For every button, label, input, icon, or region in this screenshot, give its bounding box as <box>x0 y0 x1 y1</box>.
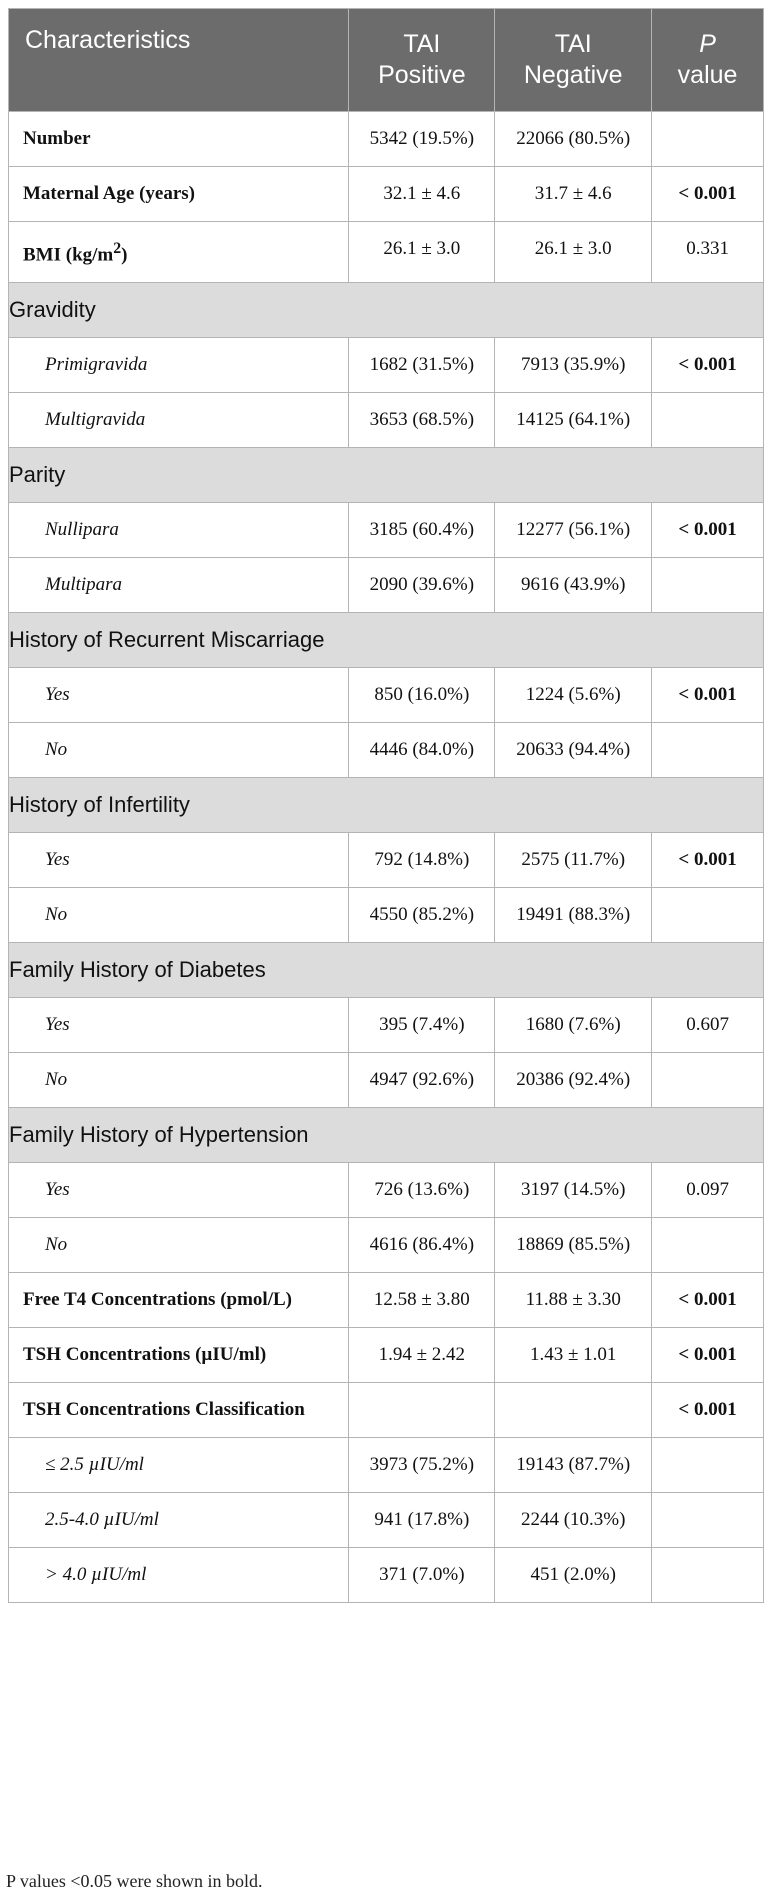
characteristics-table <box>8 8 764 1603</box>
cell-tai-negative: 20633 (94.4%) <box>495 723 652 778</box>
cell-tai-negative: 1224 (5.6%) <box>495 668 652 723</box>
cell-p-value <box>652 1053 764 1108</box>
cell-p-value: < 0.001 <box>652 833 764 888</box>
table-row <box>9 1273 764 1328</box>
cell-tai-positive: 395 (7.4%) <box>349 998 495 1053</box>
section-row <box>9 1108 764 1163</box>
section-label: Family History of Diabetes <box>9 943 764 998</box>
cell-tai-positive: 2090 (39.6%) <box>349 558 495 613</box>
row-label: Multipara <box>9 558 349 613</box>
cell-p-value: < 0.001 <box>652 338 764 393</box>
row-label: No <box>9 1053 349 1108</box>
table-row <box>9 112 764 167</box>
table-row <box>9 338 764 393</box>
table-row <box>9 503 764 558</box>
section-label: Gravidity <box>9 283 764 338</box>
table-row <box>9 393 764 448</box>
section-row <box>9 943 764 998</box>
table-row <box>9 668 764 723</box>
table-row <box>9 1383 764 1438</box>
row-label: 2.5-4.0 µIU/ml <box>9 1493 349 1548</box>
table-footnote: P values <0.05 were shown in bold. <box>6 1871 263 1891</box>
cell-tai-negative: 1680 (7.6%) <box>495 998 652 1053</box>
cell-p-value: 0.097 <box>652 1163 764 1218</box>
cell-tai-positive: 792 (14.8%) <box>349 833 495 888</box>
cell-p-value: 0.607 <box>652 998 764 1053</box>
row-label: Free T4 Concentrations (pmol/L) <box>9 1273 349 1328</box>
cell-p-value: < 0.001 <box>652 503 764 558</box>
cell-p-value <box>652 558 764 613</box>
section-row <box>9 778 764 833</box>
cell-tai-positive: 4446 (84.0%) <box>349 723 495 778</box>
cell-p-value <box>652 112 764 167</box>
cell-tai-negative: 14125 (64.1%) <box>495 393 652 448</box>
cell-tai-positive: 4550 (85.2%) <box>349 888 495 943</box>
cell-tai-positive: 371 (7.0%) <box>349 1548 495 1603</box>
row-label: No <box>9 888 349 943</box>
row-label: ≤ 2.5 µIU/ml <box>9 1438 349 1493</box>
cell-tai-positive: 3653 (68.5%) <box>349 393 495 448</box>
cell-tai-positive: 1.94 ± 2.42 <box>349 1328 495 1383</box>
row-label: Yes <box>9 1163 349 1218</box>
cell-tai-positive: 3185 (60.4%) <box>349 503 495 558</box>
header-tai-negative: TAI Negative <box>495 9 652 112</box>
table-row <box>9 833 764 888</box>
table-row <box>9 1493 764 1548</box>
cell-tai-positive <box>349 1383 495 1438</box>
row-label: Primigravida <box>9 338 349 393</box>
row-label: Yes <box>9 833 349 888</box>
cell-p-value <box>652 1218 764 1273</box>
section-row <box>9 613 764 668</box>
header-tai-positive: TAI Positive <box>349 9 495 112</box>
table-header-row <box>9 9 764 112</box>
cell-tai-negative: 9616 (43.9%) <box>495 558 652 613</box>
row-label: Yes <box>9 668 349 723</box>
table-row <box>9 222 764 283</box>
cell-tai-positive: 32.1 ± 4.6 <box>349 167 495 222</box>
cell-tai-negative: 451 (2.0%) <box>495 1548 652 1603</box>
cell-tai-negative: 12277 (56.1%) <box>495 503 652 558</box>
cell-tai-negative: 20386 (92.4%) <box>495 1053 652 1108</box>
row-label: No <box>9 1218 349 1273</box>
table-row <box>9 1053 764 1108</box>
cell-tai-negative: 3197 (14.5%) <box>495 1163 652 1218</box>
cell-p-value: < 0.001 <box>652 167 764 222</box>
cell-tai-positive: 941 (17.8%) <box>349 1493 495 1548</box>
table-row <box>9 167 764 222</box>
cell-p-value: < 0.001 <box>652 1273 764 1328</box>
table-row <box>9 1163 764 1218</box>
table-row <box>9 1328 764 1383</box>
row-label: > 4.0 µIU/ml <box>9 1548 349 1603</box>
section-row <box>9 283 764 338</box>
cell-tai-negative: 19143 (87.7%) <box>495 1438 652 1493</box>
cell-tai-negative: 7913 (35.9%) <box>495 338 652 393</box>
cell-tai-positive: 12.58 ± 3.80 <box>349 1273 495 1328</box>
cell-p-value: < 0.001 <box>652 668 764 723</box>
table-row <box>9 558 764 613</box>
section-label: Parity <box>9 448 764 503</box>
table-row <box>9 1438 764 1493</box>
row-label: Yes <box>9 998 349 1053</box>
header-p-value: P value <box>652 9 764 112</box>
cell-tai-negative: 19491 (88.3%) <box>495 888 652 943</box>
row-label: TSH Concentrations Classification <box>9 1383 349 1438</box>
cell-p-value: 0.331 <box>652 222 764 283</box>
table-row <box>9 1548 764 1603</box>
table-row <box>9 723 764 778</box>
cell-tai-positive: 5342 (19.5%) <box>349 112 495 167</box>
table-row <box>9 998 764 1053</box>
cell-tai-positive: 26.1 ± 3.0 <box>349 222 495 283</box>
cell-p-value <box>652 888 764 943</box>
cell-tai-positive: 3973 (75.2%) <box>349 1438 495 1493</box>
cell-tai-negative: 11.88 ± 3.30 <box>495 1273 652 1328</box>
cell-p-value <box>652 393 764 448</box>
row-label: Nullipara <box>9 503 349 558</box>
cell-tai-negative <box>495 1383 652 1438</box>
section-label: History of Recurrent Miscarriage <box>9 613 764 668</box>
cell-p-value <box>652 1438 764 1493</box>
section-label: History of Infertility <box>9 778 764 833</box>
cell-tai-positive: 1682 (31.5%) <box>349 338 495 393</box>
row-label: BMI $(kg/m^2)$ <box>9 222 349 283</box>
header-characteristics: Characteristics <box>9 9 349 112</box>
section-row <box>9 448 764 503</box>
cell-p-value: < 0.001 <box>652 1328 764 1383</box>
table-row <box>9 1218 764 1273</box>
row-label: TSH Concentrations (µIU/ml) <box>9 1328 349 1383</box>
cell-p-value <box>652 1493 764 1548</box>
cell-tai-negative: 2244 (10.3%) <box>495 1493 652 1548</box>
table-row <box>9 888 764 943</box>
cell-tai-negative: 1.43 ± 1.01 <box>495 1328 652 1383</box>
cell-tai-negative: 18869 (85.5%) <box>495 1218 652 1273</box>
row-label: Number <box>9 112 349 167</box>
row-label: Maternal Age (years) <box>9 167 349 222</box>
cell-p-value <box>652 723 764 778</box>
cell-tai-positive: 726 (13.6%) <box>349 1163 495 1218</box>
cell-tai-positive: 4616 (86.4%) <box>349 1218 495 1273</box>
cell-p-value: < 0.001 <box>652 1383 764 1438</box>
row-label: No <box>9 723 349 778</box>
cell-p-value <box>652 1548 764 1603</box>
section-label: Family History of Hypertension <box>9 1108 764 1163</box>
cell-tai-negative: 31.7 ± 4.6 <box>495 167 652 222</box>
cell-tai-negative: 2575 (11.7%) <box>495 833 652 888</box>
cell-tai-positive: 850 (16.0%) <box>349 668 495 723</box>
cell-tai-positive: 4947 (92.6%) <box>349 1053 495 1108</box>
cell-tai-negative: 22066 (80.5%) <box>495 112 652 167</box>
row-label: Multigravida <box>9 393 349 448</box>
cell-tai-negative: 26.1 ± 3.0 <box>495 222 652 283</box>
